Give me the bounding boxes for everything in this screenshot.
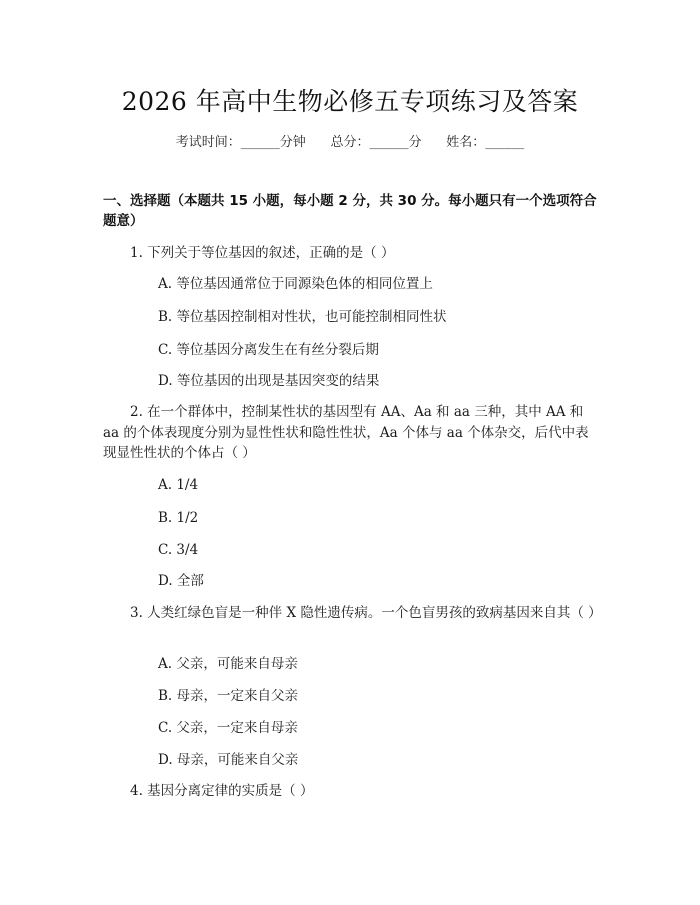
question-3-option-b: B. 母亲，一定来自父亲 [158,688,299,704]
question-1-option-d: D. 等位基因的出现是基因突变的结果 [158,373,380,389]
exam-meta-line [0,131,700,150]
question-3-option-d: D. 母亲，可能来自父亲 [158,752,299,768]
question-1-stem: 1. 下列关于等位基因的叙述，正确的是（ ） [130,245,395,261]
question-3-stem: 3. 人类红绿色盲是一种伴 X 隐性遗传病。一个色盲男孩的致病基因来自其（ ） [130,605,602,621]
question-2-option-c: C. 3/4 [158,542,199,558]
question-1-option-a: A. 等位基因通常位于同源染色体的相同位置上 [158,276,433,292]
question-2-stem: 2. 在一个群体中，控制某性状的基因型有 AA、Aa 和 aa 三种，其中 AA 和 aa 的个体表现度分别为显性性状和隐性性状，Aa 个体与 aa 个体杂交，后代中表现显性性状的个体占（ ） [103,404,589,461]
question-2-option-d: D. 全部 [158,573,204,589]
question-1-option-b: B. 等位基因控制相对性状，也可能控制相同性状 [158,309,447,325]
meta-text: 考试时间：______分钟 总分：______分 姓名：______ [175,135,525,150]
question-2-option-a: A. 1/4 [158,477,199,493]
section-heading: 一、选择题（本题共 15 小题，每小题 2 分，共 30 分。每小题只有一个选项符合题意） [103,193,597,229]
question-2-option-b: B. 1/2 [158,510,199,526]
question-3-option-c: C. 父亲，一定来自母亲 [158,720,298,736]
question-3-option-a: A. 父亲，可能来自母亲 [158,656,298,672]
question-1-option-c: C. 等位基因分离发生在有丝分裂后期 [158,342,379,358]
page-title: 2026 年高中生物必修五专项练习及答案 [121,87,579,116]
question-4-stem: 4. 基因分离定律的实质是（ ） [130,783,314,799]
